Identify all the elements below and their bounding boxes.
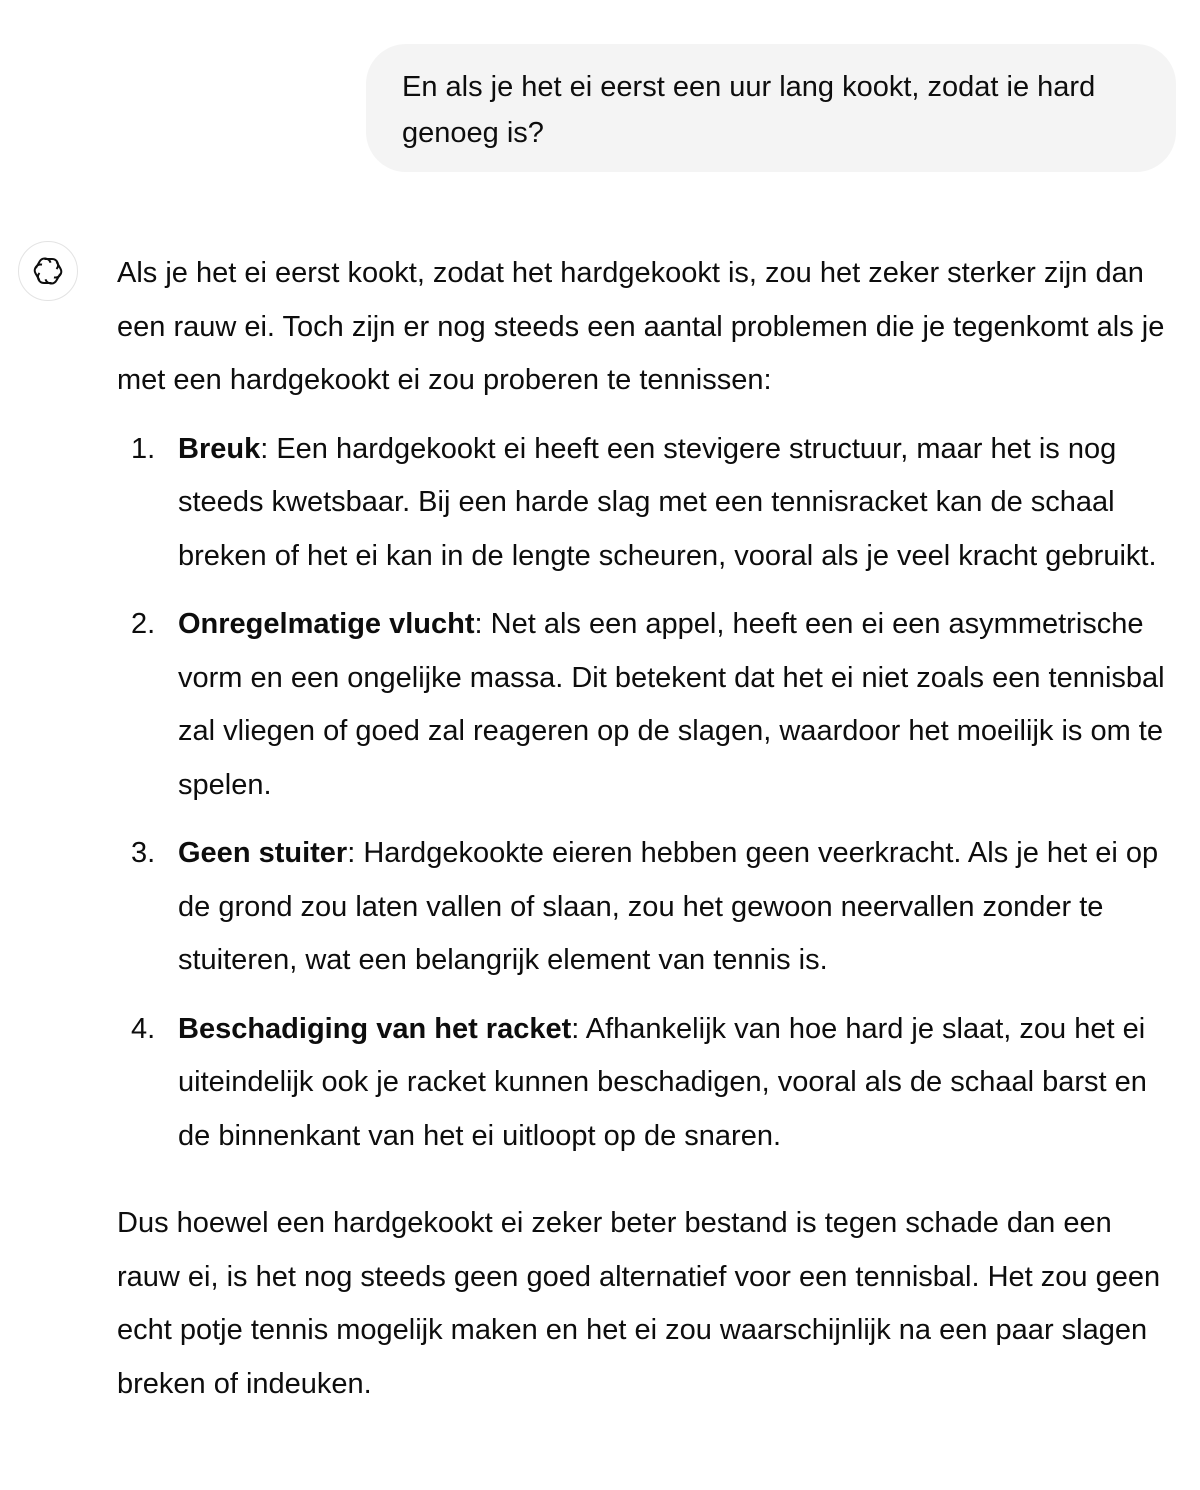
list-item-text: : Net als een appel, heeft een ei een asymmetrische vorm en een ongelijke massa. Dit betekent dat het ei niet zoals een tennisbal zal vliegen of goed zal reageren op de slagen, waardoor het moeilijk is om te spelen. bbox=[178, 608, 1165, 801]
list-item-title: Onregelmatige vlucht bbox=[178, 608, 475, 640]
openai-logo-icon bbox=[31, 254, 65, 288]
list-item-title: Geen stuiter bbox=[178, 837, 348, 869]
list-item-text: : Afhankelijk van hoe hard je slaat, zou het ei uiteindelijk ook je racket kunnen beschadigen, vooral als de schaal barst en de binnenkant van het ei uitloopt op de snaren. bbox=[178, 1012, 1147, 1152]
list-item-title: Breuk bbox=[178, 432, 261, 465]
list-item-text: : Een hardgekookt ei heeft een stevigere structuur, maar het is nog steeds kwetsbaar. Bij een harde slag met een tennisracket kan de schaal breken of het ei kan in de lengte scheuren, vooral als je veel kracht gebruikt. bbox=[178, 432, 1157, 572]
assistant-intro: Als je het ei eerst kookt, zodat het hardgekookt is, zou het zeker sterker zijn dan een rauw ei. Toch zijn er nog steeds een aantal problemen die je tegenkomt als je met een hardgekookt ei zou proberen te tennissen: bbox=[117, 257, 1165, 396]
list-item-number: 3. bbox=[131, 837, 156, 869]
list-item-number: 1. bbox=[131, 432, 156, 465]
list-item bbox=[117, 827, 1177, 988]
list-item-number: 4. bbox=[131, 1012, 156, 1045]
list-item-text: : Hardgekookte eieren hebben geen veerkracht. Als je het ei op de grond zou laten vallen of slaan, zou het gewoon neervallen zonder te stuiteren, wat een belangrijk element van tennis is. bbox=[178, 837, 1159, 976]
list-item bbox=[117, 1003, 1177, 1164]
assistant-avatar bbox=[18, 241, 78, 301]
list-item-title: Beschadiging van het racket bbox=[178, 1012, 572, 1045]
assistant-conclusion: Dus hoewel een hardgekookt ei zeker beter bestand is tegen schade dan een rauw ei, is het nog steeds geen goed alternatief voor een tennisbal. Het zou geen echt potje tennis mogelijk maken en het ei zou waarschijnlijk na een paar slagen breken of indeuken. bbox=[117, 1207, 1161, 1400]
list-item bbox=[117, 423, 1177, 584]
user-message-text: En als je het ei eerst een uur lang kookt, zodat ie hard genoeg is? bbox=[402, 71, 1096, 149]
list-item bbox=[117, 598, 1177, 812]
assistant-message bbox=[117, 247, 1177, 1411]
answer-list bbox=[117, 423, 1177, 1164]
user-message-bubble bbox=[366, 44, 1176, 172]
list-item-number: 2. bbox=[131, 608, 156, 640]
